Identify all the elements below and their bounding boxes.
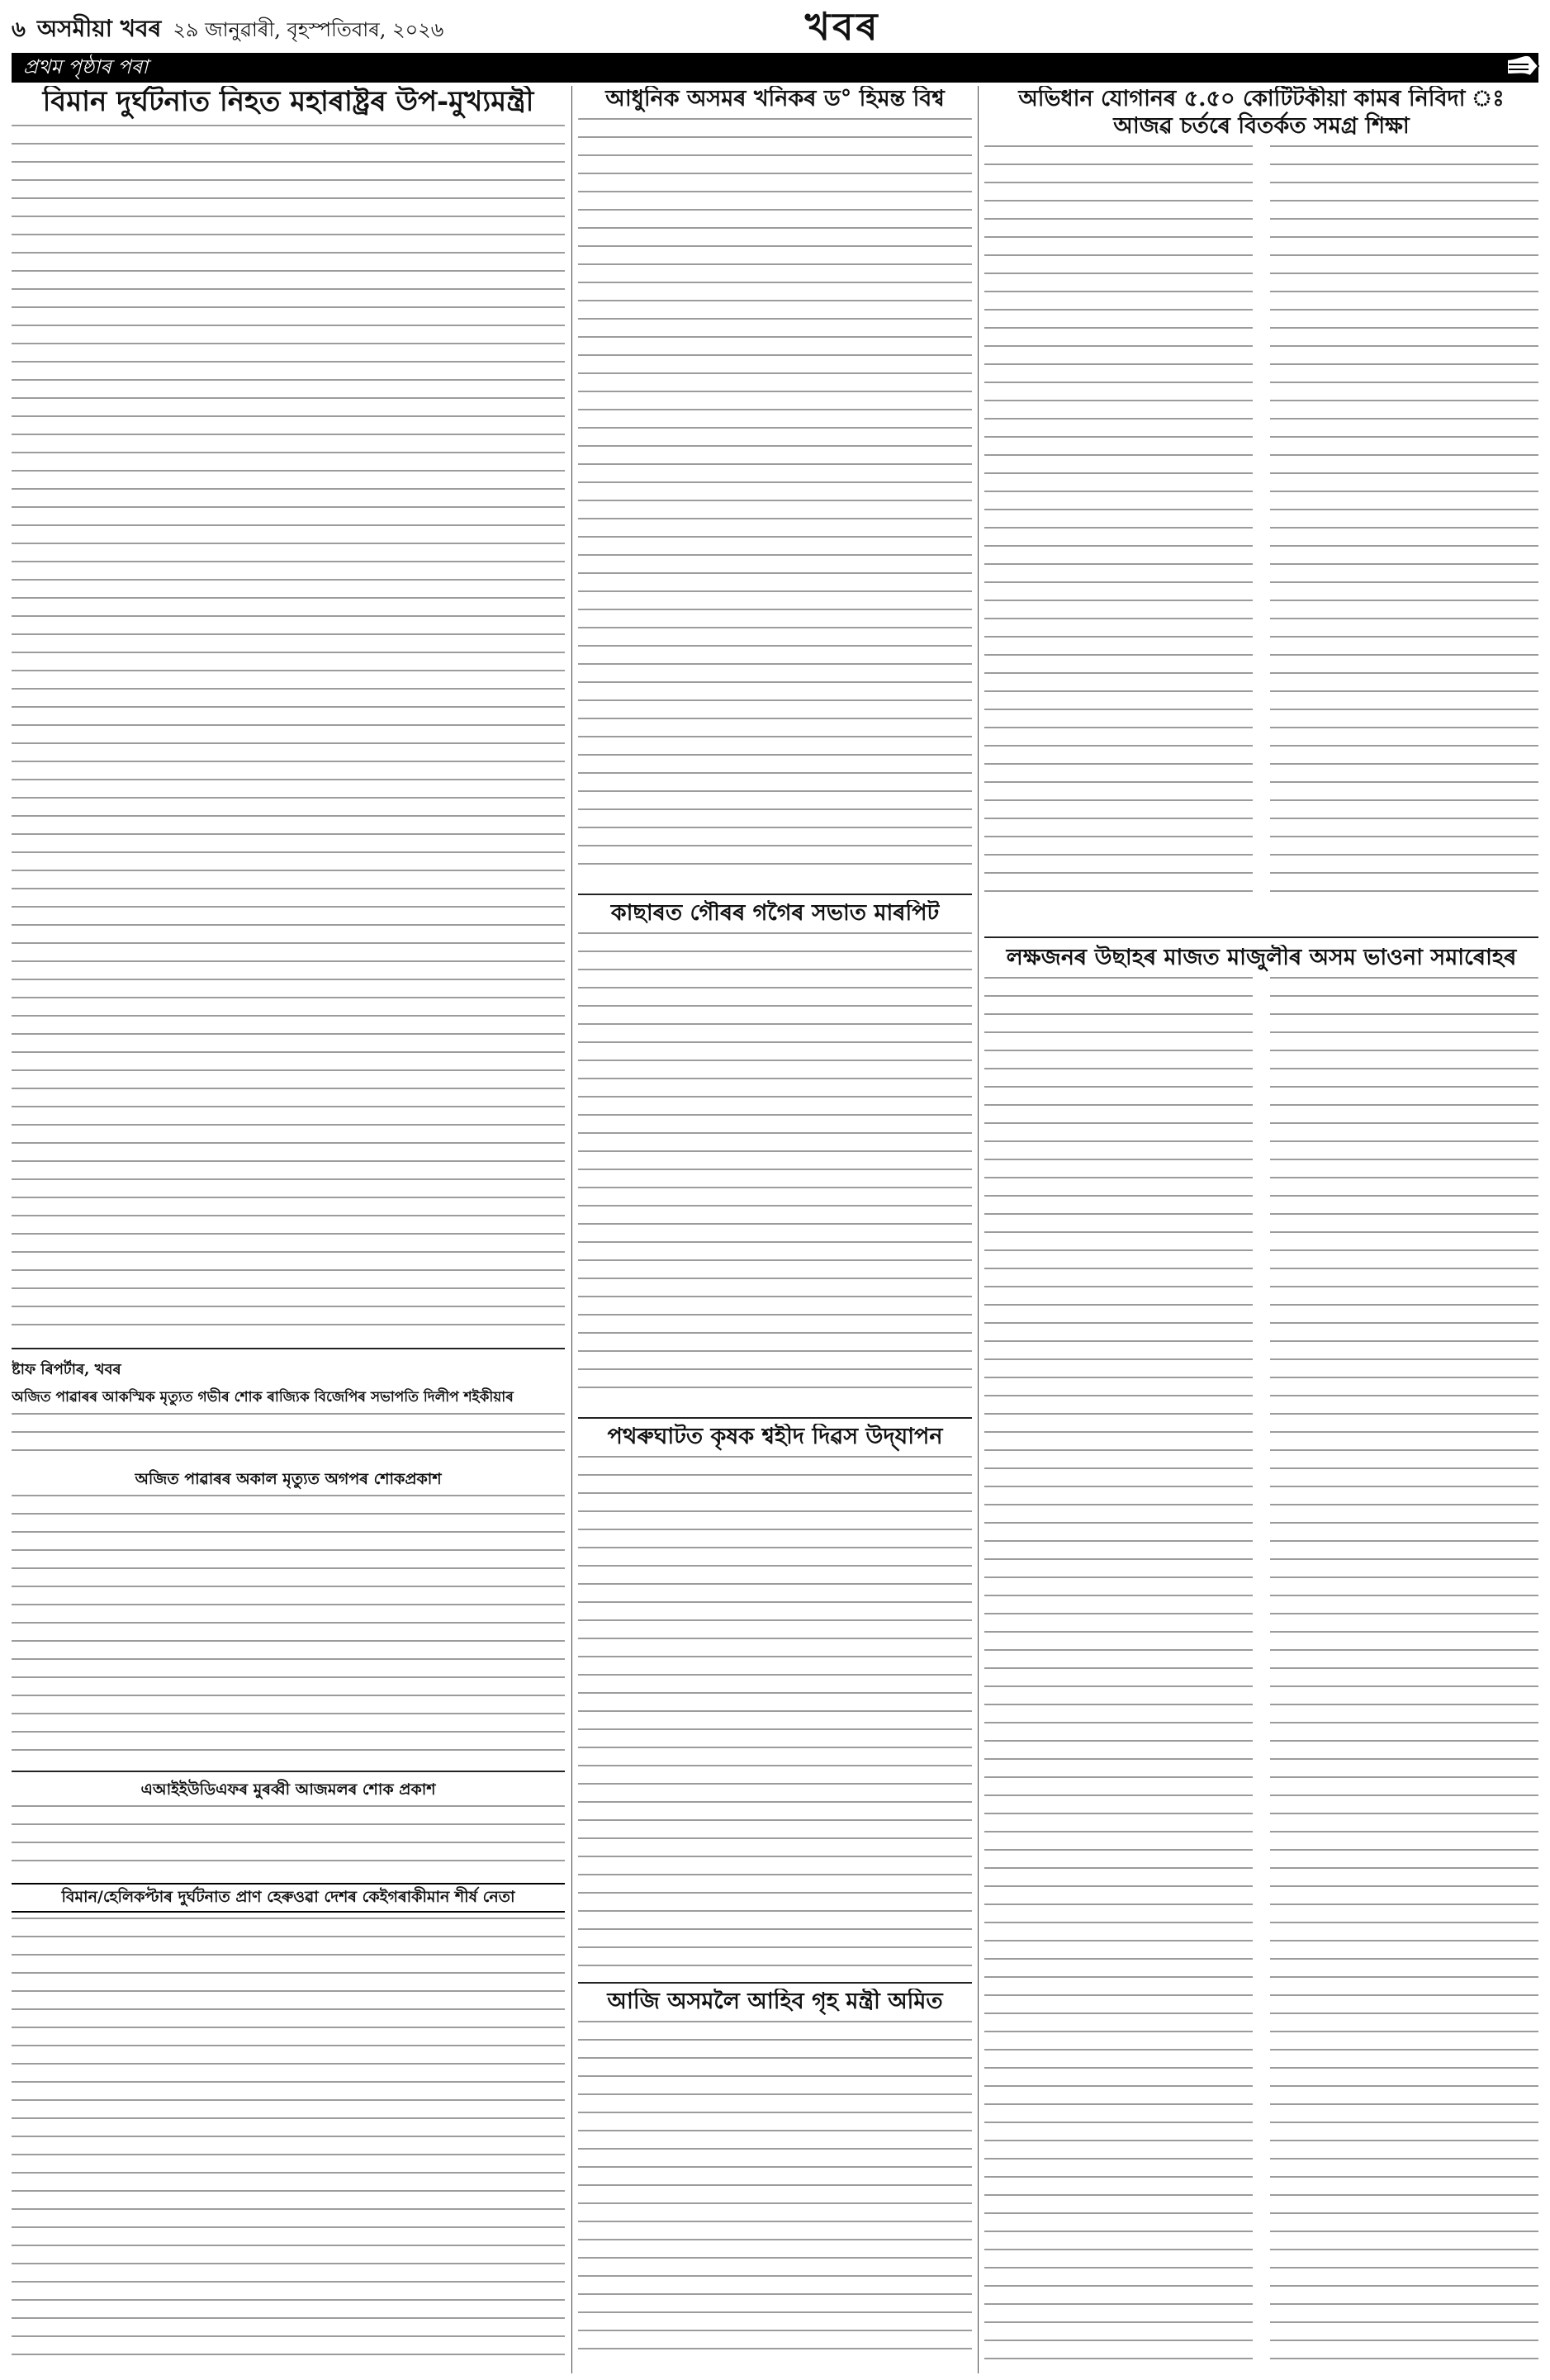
article-body (984, 977, 1538, 2364)
article-body (12, 1918, 565, 2372)
column-1 (12, 86, 565, 2373)
byline-text: ষ্টাফ ৰিপৰ্টাৰ, খবৰ (12, 1361, 121, 1378)
headline: বিমান দুৰ্ঘটনাত নিহত মহাৰাষ্ট্ৰৰ উপ-মুখ্যমন্ত্ৰী (42, 86, 534, 118)
story-divider (12, 1771, 565, 1772)
story-deputy-cm-crash (12, 86, 565, 1341)
masthead-title: খবৰ (804, 4, 880, 49)
issue-date: ২৯ জানুৱাৰী, বৃহস্পতিবাৰ, ২০২৬ (173, 17, 444, 41)
story-divider (578, 894, 972, 895)
masthead-left (12, 11, 443, 50)
column-2 (578, 86, 972, 2373)
masthead (12, 4, 1538, 55)
column-rule (978, 86, 979, 2373)
story-divider (12, 1348, 565, 1349)
article-body (578, 932, 972, 1405)
story-divider (984, 936, 1538, 938)
story-divider (578, 1417, 972, 1419)
article-body (984, 145, 1538, 908)
column-3 (984, 86, 1538, 2373)
headline: আজি অসমলৈ আহিব গৃহ মন্ত্ৰী অমিত (607, 1989, 943, 2014)
byline (12, 1358, 565, 1383)
article-body (12, 125, 565, 1330)
story-majuli-bhaona-festival (984, 945, 1538, 2373)
headline: কাছাৰত গৌৰৰ গগৈৰ সভাত মাৰপিট (610, 900, 940, 926)
headline-line-2: আজৱ চৰ্তৰে বিতৰ্কত সমগ্ৰ শিক্ষা (1113, 113, 1410, 140)
story-agp-condolence (12, 1465, 565, 1766)
story-gaurav-gogoi-meeting (578, 900, 972, 1412)
headline-line-1: অভিধান যোগানৰ ৫.৫০ কোটিটকীয়া কামৰ নিবিদা ঃ (1018, 86, 1505, 111)
subhead: বিমান/হেলিকপ্টাৰ দুৰ্ঘটনাত প্ৰাণ হেৰুওৱা দেশৰ কেইগৰাকীমান শীৰ্ষ নেতা (12, 1883, 565, 1913)
story-farmer-martyr-day (578, 1424, 972, 1977)
article-body (578, 1456, 972, 1968)
paper-name: অসমীয়া খবৰ (36, 14, 162, 42)
article-body (578, 2021, 972, 2366)
article-body (12, 1413, 565, 1462)
story-leaders-crash-history (12, 1878, 565, 2373)
headline: অজিত পাৱাৰৰ অকাল মৃত্যুত অগপৰ শোকপ্ৰকাশ (135, 1470, 442, 1488)
article-body (12, 1805, 565, 1875)
story-lead: অজিত পাৱাৰৰ আকস্মিক মৃত্যুত গভীৰ শোক ৰাজ্যিক বিজেপিৰ সভাপতি দিলীপ শইকীয়াৰ (12, 1389, 514, 1406)
column-rule (571, 86, 572, 2373)
article-body (12, 1495, 565, 1759)
story-himanta-miner (578, 86, 972, 887)
headline: আধুনিক অসমৰ খনিকৰ ড° হিমন্ত বিশ্ব (605, 86, 945, 111)
story-aiudf-condolence (12, 1776, 565, 1875)
story-amit-shah-visit (578, 1989, 972, 2373)
section-band (12, 55, 1538, 83)
section-band-label: প্ৰথম পৃষ্ঠাৰ পৰা (23, 55, 149, 78)
headline: পথৰুঘাটত কৃষক শ্বহীদ দিৱস উদ্‌যাপন (607, 1424, 943, 1449)
headline: লক্ষজনৰ উছাহৰ মাজত মাজুলীৰ অসম ভাওনা সমাৰোহৰ (1006, 945, 1517, 970)
continue-arrow-icon (1505, 50, 1542, 88)
article-body (578, 118, 972, 878)
story-dictionary-tender (984, 86, 1538, 928)
headline: এআইইউডিএফৰ মুৰব্বী আজমলৰ শোক প্ৰকাশ (140, 1780, 436, 1799)
story-bjp-condolence (12, 1354, 565, 1462)
page-number: ৬ (12, 17, 26, 42)
story-divider (578, 1982, 972, 1984)
